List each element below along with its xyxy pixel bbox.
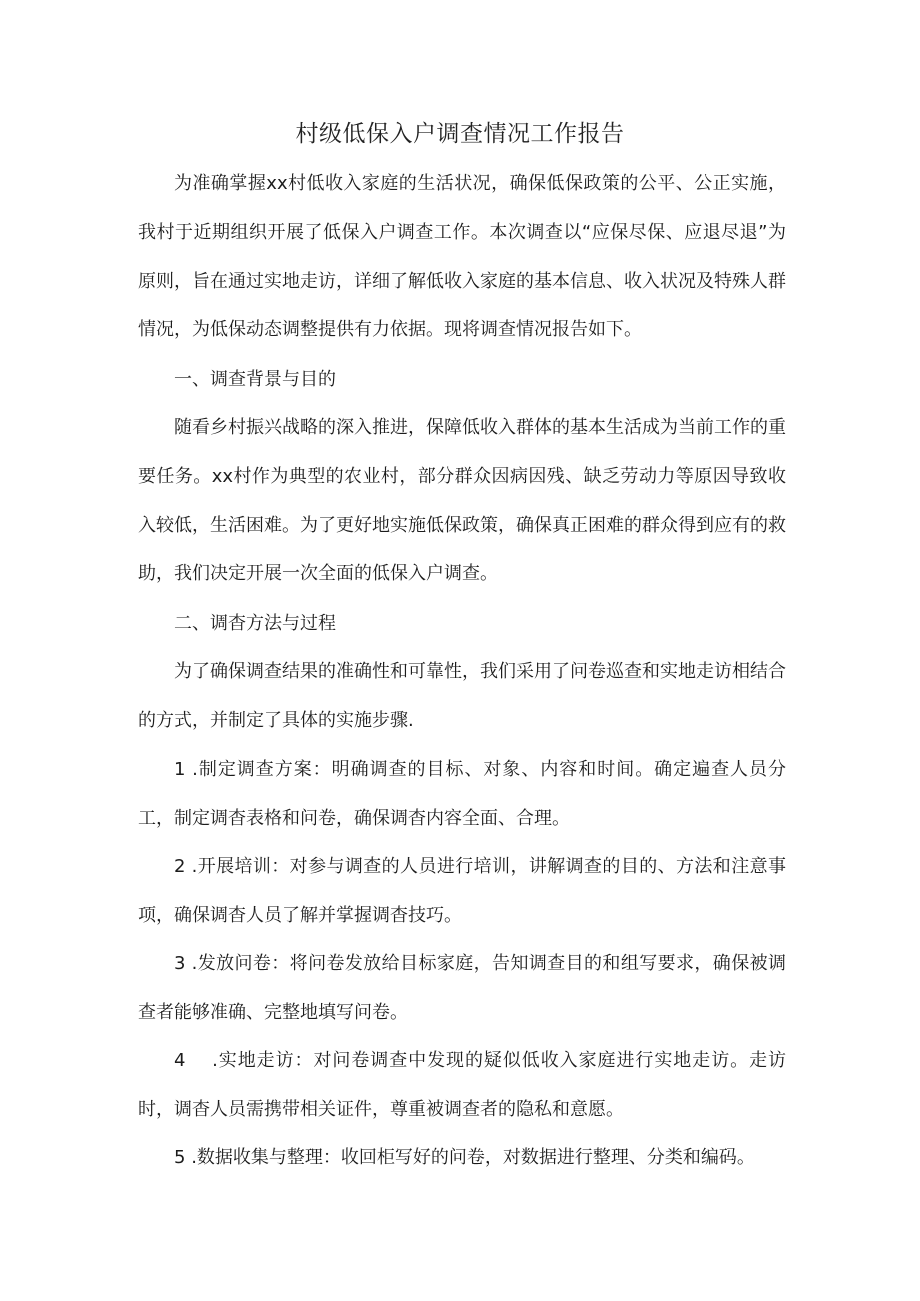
step-text: .发放问卷：将问卷发放给目标家庭，告知调查目的和组写要求，确保被调查者能够准确、完整地填写问卷。 bbox=[138, 953, 786, 1023]
intro-paragraph: 为准确掌握xx村低收入家庭的生活状况，确保低保政策的公平、公正实施，我村于近期组织开展了低保入户调查工作。本次调查以“应保尽保、应退尽退”为原则，旨在通过实地走访，详细了解低收入家庭的基本信息、收入状况及特殊人群情况，为低保动态调整提供有力依据。现将调查情况报告如下。 bbox=[138, 173, 786, 341]
section-body-background: 随看乡村振兴战略的深入推进，保障低收入群体的基本生活成为当前工作的重要任务。xx村作为典型的农业村，部分群众因病因残、缺乏劳动力等原因导致收入较低，生活困难。为了更好地实施低保政策，确保真正困难的群众得到应有的救助，我们决定开展一次全面的低保入户调查。 bbox=[138, 417, 786, 585]
step-item-1 bbox=[138, 746, 786, 844]
section-heading-method: 二、调杳方法与过程 bbox=[174, 613, 336, 634]
step-text: .制定调查方案：明确调查的目标、对象、内容和时间。确定遍查人员分工，制定调杳表格和问卷，确保调杳内容全面、合理。 bbox=[138, 759, 786, 829]
step-number: 5 bbox=[174, 1147, 186, 1168]
step-text: .实地走访：对问卷调查中发现的疑似低收入家庭进行实地走访。走访时，调杳人员需携带相关证件，尊重被调查者的隐私和意愿。 bbox=[138, 1050, 787, 1120]
step-item-3 bbox=[138, 940, 786, 1038]
document-title: 村级低保入户调查情况工作报告 bbox=[295, 121, 625, 147]
step-item-2 bbox=[138, 843, 786, 941]
step-text: .数据收集与整理：收回柜写好的问卷，对数据进行整理、分类和编码。 bbox=[191, 1147, 755, 1168]
step-item-5 bbox=[138, 1134, 786, 1183]
step-number: 3 bbox=[174, 953, 186, 974]
step-number: 4 bbox=[174, 1050, 186, 1071]
section-body-method: 为了确保调查结果的准确性和可靠性，我们采用了问卷巡查和实地走访相结合的方式，并制定了具体的实施步骤. bbox=[138, 661, 786, 731]
step-number: 1 bbox=[174, 759, 186, 780]
step-item-4 bbox=[138, 1037, 786, 1135]
step-number: 2 bbox=[174, 856, 186, 877]
section-heading-background: 一、调查背景与目的 bbox=[174, 369, 336, 390]
step-text: .开展培训：对参与调查的人员进行培训，讲解调查的目的、方法和注意事项，确保调杳人员了解并掌握调杳技巧。 bbox=[138, 856, 786, 926]
